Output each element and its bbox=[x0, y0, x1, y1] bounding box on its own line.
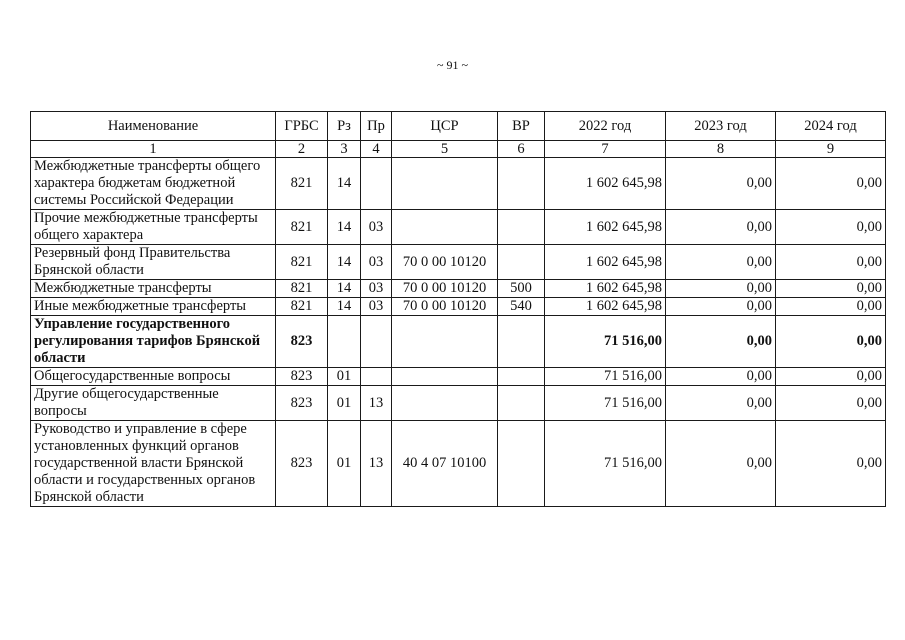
cell-2022: 71 516,00 bbox=[545, 368, 666, 386]
cell-csr: 40 4 07 10100 bbox=[392, 421, 498, 507]
table-row bbox=[31, 280, 886, 298]
column-index: 5 bbox=[392, 141, 498, 158]
cell-rz: 01 bbox=[328, 421, 361, 507]
cell-2023: 0,00 bbox=[666, 421, 776, 507]
column-index: 1 bbox=[31, 141, 276, 158]
cell-rz: 14 bbox=[328, 298, 361, 316]
table-row bbox=[31, 210, 886, 245]
cell-rz: 01 bbox=[328, 368, 361, 386]
cell-csr bbox=[392, 158, 498, 210]
cell-vr bbox=[498, 368, 545, 386]
cell-name: Общегосударственные вопросы bbox=[31, 368, 276, 386]
cell-2024: 0,00 bbox=[776, 245, 886, 280]
cell-name: Резервный фонд Правительства Брянской области bbox=[31, 245, 276, 280]
cell-2022: 1 602 645,98 bbox=[545, 210, 666, 245]
cell-rz: 14 bbox=[328, 245, 361, 280]
cell-2022: 71 516,00 bbox=[545, 316, 666, 368]
cell-name: Управление государственного регулирования тарифов Брянской области bbox=[31, 316, 276, 368]
cell-grbs: 823 bbox=[276, 316, 328, 368]
cell-2024: 0,00 bbox=[776, 280, 886, 298]
cell-2023: 0,00 bbox=[666, 316, 776, 368]
cell-vr bbox=[498, 210, 545, 245]
header-row bbox=[31, 112, 886, 141]
cell-name: Иные межбюджетные трансферты bbox=[31, 298, 276, 316]
cell-rz: 14 bbox=[328, 280, 361, 298]
cell-pr bbox=[361, 316, 392, 368]
cell-2022: 1 602 645,98 bbox=[545, 158, 666, 210]
cell-pr: 13 bbox=[361, 386, 392, 421]
cell-2023: 0,00 bbox=[666, 245, 776, 280]
cell-vr bbox=[498, 316, 545, 368]
cell-grbs: 821 bbox=[276, 245, 328, 280]
cell-vr: 500 bbox=[498, 280, 545, 298]
cell-grbs: 823 bbox=[276, 368, 328, 386]
cell-name: Прочие межбюджетные трансферты общего характера bbox=[31, 210, 276, 245]
cell-pr: 13 bbox=[361, 421, 392, 507]
cell-2024: 0,00 bbox=[776, 298, 886, 316]
column-index: 8 bbox=[666, 141, 776, 158]
cell-name: Межбюджетные трансферты общего характера бюджетам бюджетной системы Российской Федерации bbox=[31, 158, 276, 210]
column-index: 6 bbox=[498, 141, 545, 158]
budget-table bbox=[30, 111, 886, 507]
cell-2023: 0,00 bbox=[666, 386, 776, 421]
cell-csr bbox=[392, 368, 498, 386]
cell-pr: 03 bbox=[361, 210, 392, 245]
cell-vr: 540 bbox=[498, 298, 545, 316]
column-header-grbs: ГРБС bbox=[276, 112, 328, 141]
cell-2024: 0,00 bbox=[776, 210, 886, 245]
cell-pr: 03 bbox=[361, 280, 392, 298]
column-index: 2 bbox=[276, 141, 328, 158]
cell-2022: 71 516,00 bbox=[545, 386, 666, 421]
cell-name: Межбюджетные трансферты bbox=[31, 280, 276, 298]
column-index: 7 bbox=[545, 141, 666, 158]
cell-2023: 0,00 bbox=[666, 210, 776, 245]
cell-rz: 14 bbox=[328, 158, 361, 210]
cell-2022: 1 602 645,98 bbox=[545, 245, 666, 280]
cell-2022: 1 602 645,98 bbox=[545, 280, 666, 298]
cell-grbs: 821 bbox=[276, 280, 328, 298]
cell-2023: 0,00 bbox=[666, 280, 776, 298]
cell-grbs: 821 bbox=[276, 158, 328, 210]
cell-2023: 0,00 bbox=[666, 368, 776, 386]
cell-grbs: 823 bbox=[276, 386, 328, 421]
cell-csr bbox=[392, 386, 498, 421]
cell-2024: 0,00 bbox=[776, 386, 886, 421]
cell-csr: 70 0 00 10120 bbox=[392, 298, 498, 316]
table-row bbox=[31, 316, 886, 368]
cell-name: Другие общегосударственные вопросы bbox=[31, 386, 276, 421]
cell-rz: 14 bbox=[328, 210, 361, 245]
cell-2024: 0,00 bbox=[776, 316, 886, 368]
cell-vr bbox=[498, 158, 545, 210]
table-body bbox=[31, 158, 886, 507]
cell-vr bbox=[498, 421, 545, 507]
cell-rz: 01 bbox=[328, 386, 361, 421]
cell-2024: 0,00 bbox=[776, 421, 886, 507]
column-index: 3 bbox=[328, 141, 361, 158]
cell-pr bbox=[361, 158, 392, 210]
cell-csr bbox=[392, 316, 498, 368]
cell-rz bbox=[328, 316, 361, 368]
column-header-2023: 2023 год bbox=[666, 112, 776, 141]
column-header-2024: 2024 год bbox=[776, 112, 886, 141]
table-row bbox=[31, 368, 886, 386]
table-row bbox=[31, 421, 886, 507]
cell-vr bbox=[498, 245, 545, 280]
cell-grbs: 821 bbox=[276, 298, 328, 316]
column-header-csr: ЦСР bbox=[392, 112, 498, 141]
cell-2024: 0,00 bbox=[776, 158, 886, 210]
table-row bbox=[31, 386, 886, 421]
cell-csr: 70 0 00 10120 bbox=[392, 280, 498, 298]
page-number: ~ 91 ~ bbox=[437, 58, 468, 72]
cell-name: Руководство и управление в сфере установленных функций органов государственной власти Брянской области и государственных органов Брянской области bbox=[31, 421, 276, 507]
cell-2023: 0,00 bbox=[666, 298, 776, 316]
column-header-pr: Пр bbox=[361, 112, 392, 141]
column-index-row bbox=[31, 141, 886, 158]
column-index: 9 bbox=[776, 141, 886, 158]
cell-csr bbox=[392, 210, 498, 245]
cell-2023: 0,00 bbox=[666, 158, 776, 210]
cell-vr bbox=[498, 386, 545, 421]
column-header-rz: Рз bbox=[328, 112, 361, 141]
table-row bbox=[31, 245, 886, 280]
cell-2022: 71 516,00 bbox=[545, 421, 666, 507]
column-index: 4 bbox=[361, 141, 392, 158]
cell-2024: 0,00 bbox=[776, 368, 886, 386]
column-header-2022: 2022 год bbox=[545, 112, 666, 141]
cell-2022: 1 602 645,98 bbox=[545, 298, 666, 316]
cell-pr: 03 bbox=[361, 245, 392, 280]
cell-grbs: 823 bbox=[276, 421, 328, 507]
table-row bbox=[31, 298, 886, 316]
cell-pr bbox=[361, 368, 392, 386]
table-row bbox=[31, 158, 886, 210]
column-header-name: Наименование bbox=[31, 112, 276, 141]
column-header-vr: ВР bbox=[498, 112, 545, 141]
cell-csr: 70 0 00 10120 bbox=[392, 245, 498, 280]
cell-pr: 03 bbox=[361, 298, 392, 316]
cell-grbs: 821 bbox=[276, 210, 328, 245]
